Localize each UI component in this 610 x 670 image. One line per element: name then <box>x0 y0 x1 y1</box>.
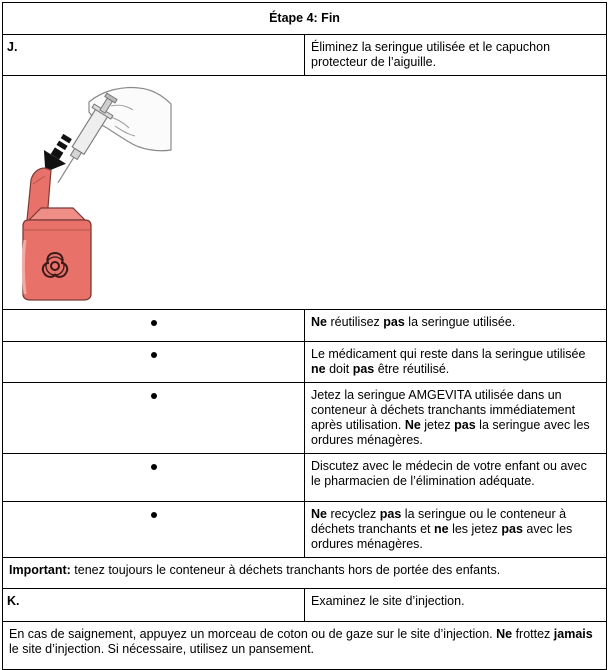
text-run: doit <box>325 362 353 376</box>
important-label: Important: <box>9 563 71 577</box>
text-run: être réutilisé. <box>374 362 450 376</box>
bullet-text <box>305 502 607 558</box>
important-note <box>3 558 607 589</box>
emphasis-text: pas <box>501 522 523 536</box>
emphasis-text: jamais <box>553 627 593 641</box>
step-k-text: Examinez le site d’injection. <box>305 589 607 622</box>
text-run: Discutez avec le médecin de votre enfant ou avec le pharmacien de l’élimination adéquate. <box>311 459 587 488</box>
bullet-marker <box>3 502 305 558</box>
step-j-label: J. <box>3 35 305 76</box>
bullet-marker <box>3 342 305 383</box>
text-run: Le médicament qui reste dans la seringue utilisée <box>311 347 586 361</box>
emphasis-text: pas <box>352 362 375 376</box>
emphasis-text: Ne <box>311 507 327 521</box>
text-run: Jetez la seringue AMGEVITA utilisée dans un conteneur à déchets tranchants immédiatement après utilisation. <box>311 388 576 432</box>
important-text: tenez toujours le conteneur à déchets tranchants hors de portée des enfants. <box>70 563 501 577</box>
text-run: frottez <box>512 627 554 641</box>
bullet-marker <box>3 310 305 342</box>
bullet-text <box>305 342 607 383</box>
bullet-text <box>305 454 607 502</box>
emphasis-text: pas <box>383 315 405 329</box>
emphasis-text: Ne <box>496 627 513 641</box>
step-j-text: Éliminez la seringue utilisée et le capuchon protecteur de l’aiguille. <box>305 35 607 76</box>
emphasis-text: pas <box>454 418 476 432</box>
emphasis-text: pas <box>379 507 402 521</box>
bullet-marker <box>3 454 305 502</box>
step-k-label: K. <box>3 589 305 622</box>
bullet-marker <box>3 383 305 454</box>
biohazard-sharps-container-icon <box>11 80 181 305</box>
bullet-text <box>305 383 607 454</box>
emphasis-text: ne <box>434 522 449 536</box>
text-run: les jetez <box>448 522 502 536</box>
emphasis-text: Ne <box>311 315 327 329</box>
emphasis-text: ne <box>311 362 326 376</box>
text-run: avec les ordures ménagères. <box>311 522 573 551</box>
text-run: recyclez <box>326 507 380 521</box>
section-title: Étape 4: Fin <box>3 3 607 35</box>
text-run: jetez <box>420 418 455 432</box>
instruction-table <box>2 2 607 670</box>
text-run: la seringue utilisée. <box>404 315 516 329</box>
text-run: réutilisez <box>326 315 384 329</box>
illustration-cell <box>3 76 607 310</box>
emphasis-text: Ne <box>404 418 421 432</box>
bleeding-instructions <box>3 622 607 670</box>
bullet-text <box>305 310 607 342</box>
text-run: le site d’injection. Si nécessaire, utilisez un pansement. <box>9 642 315 656</box>
text-run: En cas de saignement, appuyez un morceau de coton ou de gaze sur le site d’injection. <box>9 627 497 641</box>
text-run: la seringue ou le conteneur à déchets tranchants et <box>311 507 567 536</box>
text-run: la seringue avec les ordures ménagères. <box>311 418 590 447</box>
